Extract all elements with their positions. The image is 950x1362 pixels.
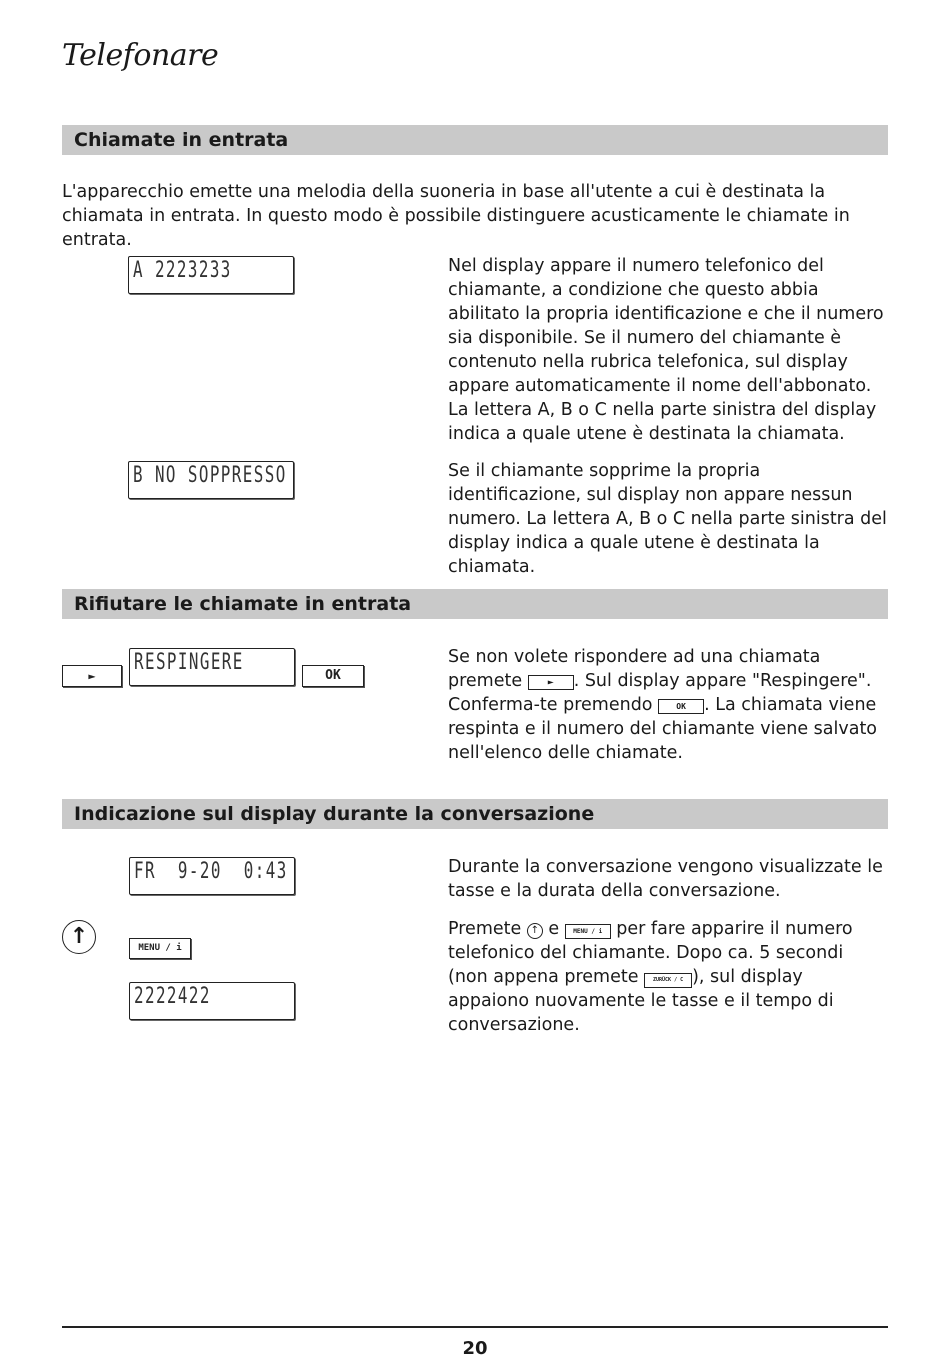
lcd-display-caller-number	[128, 256, 294, 294]
arrow-right-key-icon: ►	[528, 675, 574, 690]
lcd-display-charges	[129, 857, 295, 895]
show-text-4: ), sul display appaiono nuovamente le tasse e il tempo di conversazione.	[448, 967, 834, 1035]
ok-key-icon: OK	[658, 699, 704, 714]
lcd-display-reject	[129, 648, 295, 686]
show-text-2: e	[542, 919, 565, 939]
lcd-display-number	[129, 982, 295, 1020]
lcd-text: A 2223233	[133, 258, 232, 283]
page-number: 20	[462, 1338, 488, 1359]
reject-paragraph	[448, 645, 888, 765]
arrow-right-key: ►	[62, 665, 122, 687]
menu-key: MENU / i	[129, 938, 191, 959]
section-heading-conversation	[62, 799, 888, 829]
footer-divider	[62, 1326, 888, 1328]
conversation-paragraph: Durante la conversazione vengono visualizzate le tasse e la durata della conversazione.	[448, 857, 883, 901]
page-title: Telefonare	[62, 38, 219, 73]
ok-key: OK	[302, 665, 364, 687]
lcd-text: RESPINGERE	[134, 650, 244, 675]
section-heading-text: Rifiutare le chiamate in entrata	[74, 593, 412, 615]
reject-text-2: . Sul display appare "Respingere". Conferma-te premendo	[448, 671, 872, 715]
section-heading-reject	[62, 589, 888, 619]
section-heading-text: Indicazione sul display durante la conversazione	[74, 803, 595, 825]
menu-key-icon: MENU / i	[565, 924, 611, 939]
arrow-up-icon-inline: ↑	[527, 923, 543, 939]
section-heading-incoming	[62, 125, 888, 155]
show-text-1: Premete	[448, 919, 527, 939]
intro-paragraph: L'apparecchio emette una melodia della suoneria in base all'utente a cui è destinata la chiamata in entrata. In questo modo è possibile distinguere acusticamente le chiamate in entrata.	[62, 182, 850, 250]
lcd-display-suppressed	[128, 461, 294, 499]
suppressed-paragraph: Se il chiamante sopprime la propria identificazione, sul display non appare nessun numero. La lettera A, B o C nella parte sinistra del display indica a quale utene è destinata la chiamata.	[448, 461, 887, 577]
show-text-3: per fare apparire il numero telefonico del chiamante. Dopo ca. 5 secondi (non appena premete	[448, 919, 853, 987]
zuruck-key-icon: ZURÜCK / C	[644, 973, 692, 988]
show-number-paragraph	[448, 917, 888, 1037]
reject-text-3: . La chiamata viene respinta e il numero del chiamante viene salvato nell'elenco delle chiamate.	[448, 695, 878, 763]
section-heading-text: Chiamate in entrata	[74, 129, 289, 151]
reject-text-1: Se non volete rispondere ad una chiamata premete	[448, 647, 821, 691]
arrow-up-icon: ↑	[62, 920, 96, 954]
lcd-text: FR 9-20 0:43	[134, 859, 288, 884]
lcd-text: 2222422	[134, 984, 211, 1009]
lcd-text: B NO SOPPRESSO	[133, 463, 287, 488]
caller-id-paragraph: Nel display appare il numero telefonico del chiamante, a condizione che questo abbia abilitato la propria identificazione e che il numero sia disponibile. Se il numero del chiamante è contenuto nella rubrica telefonica, sul display appare automaticamente il nome dell'abbonato. La lettera A, B o C nella parte sinistra del display indica a quale utene è destinata la chiamata.	[448, 256, 884, 444]
